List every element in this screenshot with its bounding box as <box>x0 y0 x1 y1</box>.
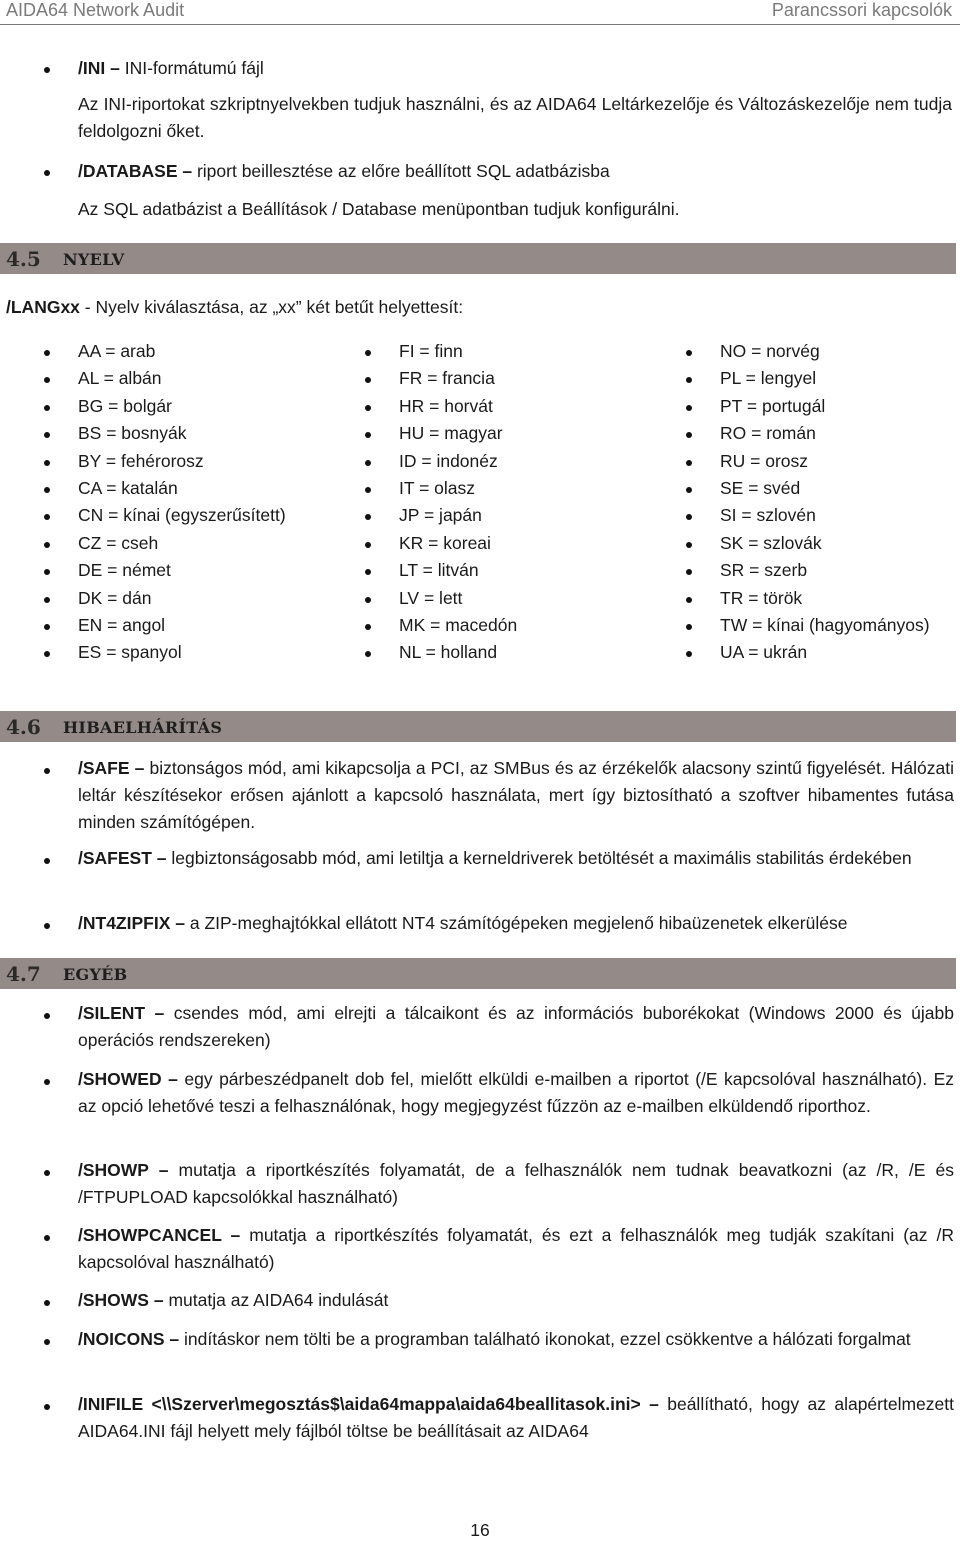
language-code: ES = spanyol <box>78 642 182 663</box>
switch-name: /DATABASE <box>78 161 178 181</box>
bullet-icon <box>365 597 371 603</box>
dash: – <box>156 848 167 868</box>
language-code: BS = bosnyák <box>78 423 187 444</box>
section-heading-language <box>0 243 956 274</box>
ini-note: Az INI-riportokat szkriptnyelvekben tudjuk használni, és az AIDA64 Leltárkezelője és Változáskezelője nem tudja feldolgozni őket. <box>78 94 952 141</box>
bullet-icon <box>686 514 692 520</box>
switch-name: /NT4ZIPFIX <box>78 913 171 933</box>
section-heading-other <box>0 958 956 989</box>
list-item-nt4zipfix <box>78 910 954 937</box>
language-code: EN = angol <box>78 614 166 635</box>
bullet-icon <box>44 1170 50 1176</box>
list-item-noicons <box>78 1326 954 1353</box>
switch-description: beállítható, hogy az alapértelmezett AIDA64.INI fájl helyett mely fájlból töltse be beállításait az AIDA64 <box>78 1394 954 1441</box>
bullet-icon <box>365 487 371 493</box>
language-code: SI = szlovén <box>720 505 816 526</box>
language-code: AL = albán <box>78 368 162 389</box>
list-item-silent <box>78 1000 954 1054</box>
bullet-icon <box>44 768 50 774</box>
switch-description: mutatja az AIDA64 indulását <box>163 1290 389 1310</box>
bullet-icon <box>44 1079 50 1085</box>
section-title: NYELV <box>63 250 125 269</box>
switch-description: legbiztonságosabb mód, ami letiltja a kerneldriverek betöltését a maximális stabilitás érdekében <box>166 848 912 868</box>
bullet-icon <box>44 542 50 548</box>
list-item-shows <box>78 1287 954 1314</box>
lang-intro <box>6 294 463 321</box>
language-code: IT = olasz <box>399 477 476 498</box>
switch-description: egy párbeszédpanelt dob fel, mielőtt elküldi e-mailben a riportot (/E kapcsolóval használható). Ez az opció lehetővé teszi a felhasználónak, hogy megjegyzést fűzzön az e-mailben elküldendő riporthoz. <box>78 1069 954 1116</box>
bullet-icon <box>686 651 692 657</box>
dash: – <box>169 1329 180 1349</box>
bullet-icon <box>44 569 50 575</box>
language-code: HR = horvát <box>399 395 493 416</box>
bullet-icon <box>686 350 692 356</box>
language-code: FR = francia <box>399 368 495 389</box>
language-code: NL = holland <box>399 642 498 663</box>
list-item-safest <box>78 845 954 872</box>
bullet-icon <box>686 597 692 603</box>
bullet-icon <box>365 460 371 466</box>
section-title: EGYÉB <box>63 965 128 984</box>
bullet-icon <box>365 624 371 630</box>
bullet-icon <box>44 1013 50 1019</box>
dash: – <box>110 58 120 78</box>
language-code: BY = fehérorosz <box>78 450 204 471</box>
language-code: FI = finn <box>399 341 463 361</box>
bullet-icon <box>686 405 692 411</box>
language-code: SK = szlovák <box>720 532 822 553</box>
switch-name: /SHOWP <box>78 1160 149 1180</box>
bullet-icon <box>44 1339 50 1345</box>
database-note: Az SQL adatbázist a Beállítások / Database menüpontban tudjuk konfigurálni. <box>78 199 680 219</box>
list-item-inifile <box>78 1391 954 1445</box>
section-number: 4.7 <box>6 962 41 986</box>
list-item-showed <box>78 1066 954 1120</box>
section-number: 4.5 <box>6 247 41 271</box>
language-code: DK = dán <box>78 587 152 608</box>
language-code: DE = német <box>78 560 171 581</box>
language-code: LV = lett <box>399 587 463 608</box>
bullet-icon <box>365 377 371 383</box>
bullet-icon <box>44 1300 50 1306</box>
language-code: HU = magyar <box>399 423 503 444</box>
language-code: PT = portugál <box>720 395 826 416</box>
bullet-icon <box>44 350 50 356</box>
language-code: TR = török <box>720 587 803 608</box>
dash: – <box>175 913 185 933</box>
bullet-icon <box>44 597 50 603</box>
switch-description: mutatja a riportkészítés folyamatát, és ezt a felhasználók meg tudják szakítani (az /R kapcsolóval használható) <box>78 1225 954 1272</box>
language-code: BG = bolgár <box>78 395 172 416</box>
language-code: AA = arab <box>78 341 156 361</box>
bullet-icon <box>365 569 371 575</box>
dash: – <box>153 1290 164 1310</box>
header-document-title: AIDA64 Network Audit <box>6 0 185 20</box>
switch-description: mutatja a riportkészítés folyamatát, de a felhasználók nem tudnak beavatkozni (az /R, /E és /FTPUPLOAD kapcsolókkal használható) <box>78 1160 954 1207</box>
bullet-icon <box>44 487 50 493</box>
switch-description: indításkor nem tölti be a programban található ikonokat, ezzel csökkentve a hálózati forgalmat <box>179 1329 911 1349</box>
bullet-icon <box>365 432 371 438</box>
list-item-showpcancel <box>78 1222 954 1276</box>
dash: – <box>649 1394 659 1414</box>
section-title: HIBAELHÁRÍTÁS <box>63 718 223 737</box>
list-item-ini <box>78 55 954 82</box>
bullet-icon <box>686 569 692 575</box>
bullet-icon <box>365 405 371 411</box>
section-number: 4.6 <box>6 715 41 739</box>
switch-description: - Nyelv kiválasztása, az „xx” két betűt helyettesít: <box>79 297 464 317</box>
header-chapter-title: Parancssori kapcsolók <box>771 0 952 20</box>
language-code: LT = litván <box>399 560 479 581</box>
switch-description: INI-formátumú fájl <box>119 58 264 78</box>
language-code: RU = orosz <box>720 450 809 471</box>
bullet-icon <box>44 858 50 864</box>
bullet-icon <box>686 432 692 438</box>
header-divider <box>0 24 960 25</box>
bullet-icon <box>44 624 50 630</box>
bullet-icon <box>365 350 371 356</box>
bullet-icon <box>44 67 50 73</box>
switch-name: /SHOWED <box>78 1069 162 1089</box>
dash: – <box>230 1225 241 1245</box>
language-code: NO = norvég <box>720 341 820 361</box>
switch-name: /SAFE <box>78 758 130 778</box>
page-number: 16 <box>470 1520 490 1540</box>
language-code: ID = indonéz <box>399 450 498 471</box>
switch-description: csendes mód, ami elrejti a tálcaikont és az információs buborékokat (Windows 2000 és újabb operációs rendszereken) <box>78 1003 954 1050</box>
section-heading-troubleshooting <box>0 711 956 742</box>
dash: – <box>168 1069 178 1089</box>
language-code: CZ = cseh <box>78 532 159 553</box>
bullet-icon <box>365 542 371 548</box>
bullet-icon <box>44 923 50 929</box>
bullet-icon <box>686 460 692 466</box>
page-header <box>0 0 960 22</box>
list-item-safe <box>78 755 954 836</box>
switch-name: /NOICONS <box>78 1329 165 1349</box>
switch-description: biztonságos mód, ami kikapcsolja a PCI, az SMBus és az érzékelők alacsony szintű figyelését. Hálózati leltár készítésekor erősen ajánlott a kapcsoló használata, mert így biztosítható a szoftver hibamentes futása minden számítógépen. <box>78 758 954 832</box>
list-item-showp <box>78 1157 954 1211</box>
switch-name: /LANGxx <box>6 297 80 317</box>
language-code: RO = román <box>720 423 816 444</box>
switch-name: /SAFEST <box>78 848 152 868</box>
bullet-icon <box>686 624 692 630</box>
language-code: CA = katalán <box>78 477 178 498</box>
language-code: SR = szerb <box>720 560 808 581</box>
switch-name: /SHOWS <box>78 1290 149 1310</box>
bullet-icon <box>44 1235 50 1241</box>
language-code: SE = svéd <box>720 477 801 498</box>
bullet-icon <box>44 1404 50 1410</box>
language-code: PL = lengyel <box>720 368 817 389</box>
language-code: KR = koreai <box>399 532 491 553</box>
dash: – <box>182 161 193 181</box>
bullet-icon <box>44 432 50 438</box>
language-code: TW = kínai (hagyományos) <box>720 614 930 635</box>
bullet-icon <box>365 514 371 520</box>
bullet-icon <box>686 487 692 493</box>
dash: – <box>158 1160 169 1180</box>
language-code: CN = kínai (egyszerűsített) <box>78 505 286 526</box>
list-item-database <box>78 158 954 185</box>
bullet-icon <box>44 460 50 466</box>
language-code: JP = japán <box>399 505 482 526</box>
switch-name: /SILENT <box>78 1003 146 1023</box>
bullet-icon <box>44 651 50 657</box>
language-code: UA = ukrán <box>720 642 808 663</box>
bullet-icon <box>44 170 50 176</box>
switch-name: /SHOWPCANCEL <box>78 1225 222 1245</box>
bullet-icon <box>44 377 50 383</box>
bullet-icon <box>365 651 371 657</box>
bullet-icon <box>686 542 692 548</box>
switch-name: /INI <box>78 58 106 78</box>
dash: – <box>134 758 145 778</box>
dash: – <box>154 1003 165 1023</box>
bullet-icon <box>44 405 50 411</box>
bullet-icon <box>44 514 50 520</box>
bullet-icon <box>686 377 692 383</box>
switch-name: /INIFILE <\\Szerver\megosztás$\aida64mappa\aida64beallitasok.ini> <box>78 1394 641 1414</box>
switch-description: riport beillesztése az előre beállított SQL adatbázisba <box>192 161 610 181</box>
language-code: MK = macedón <box>399 614 518 635</box>
switch-description: a ZIP-meghajtókkal ellátott NT4 számítógépeken megjelenő hibaüzenetek elkerülése <box>184 913 848 933</box>
